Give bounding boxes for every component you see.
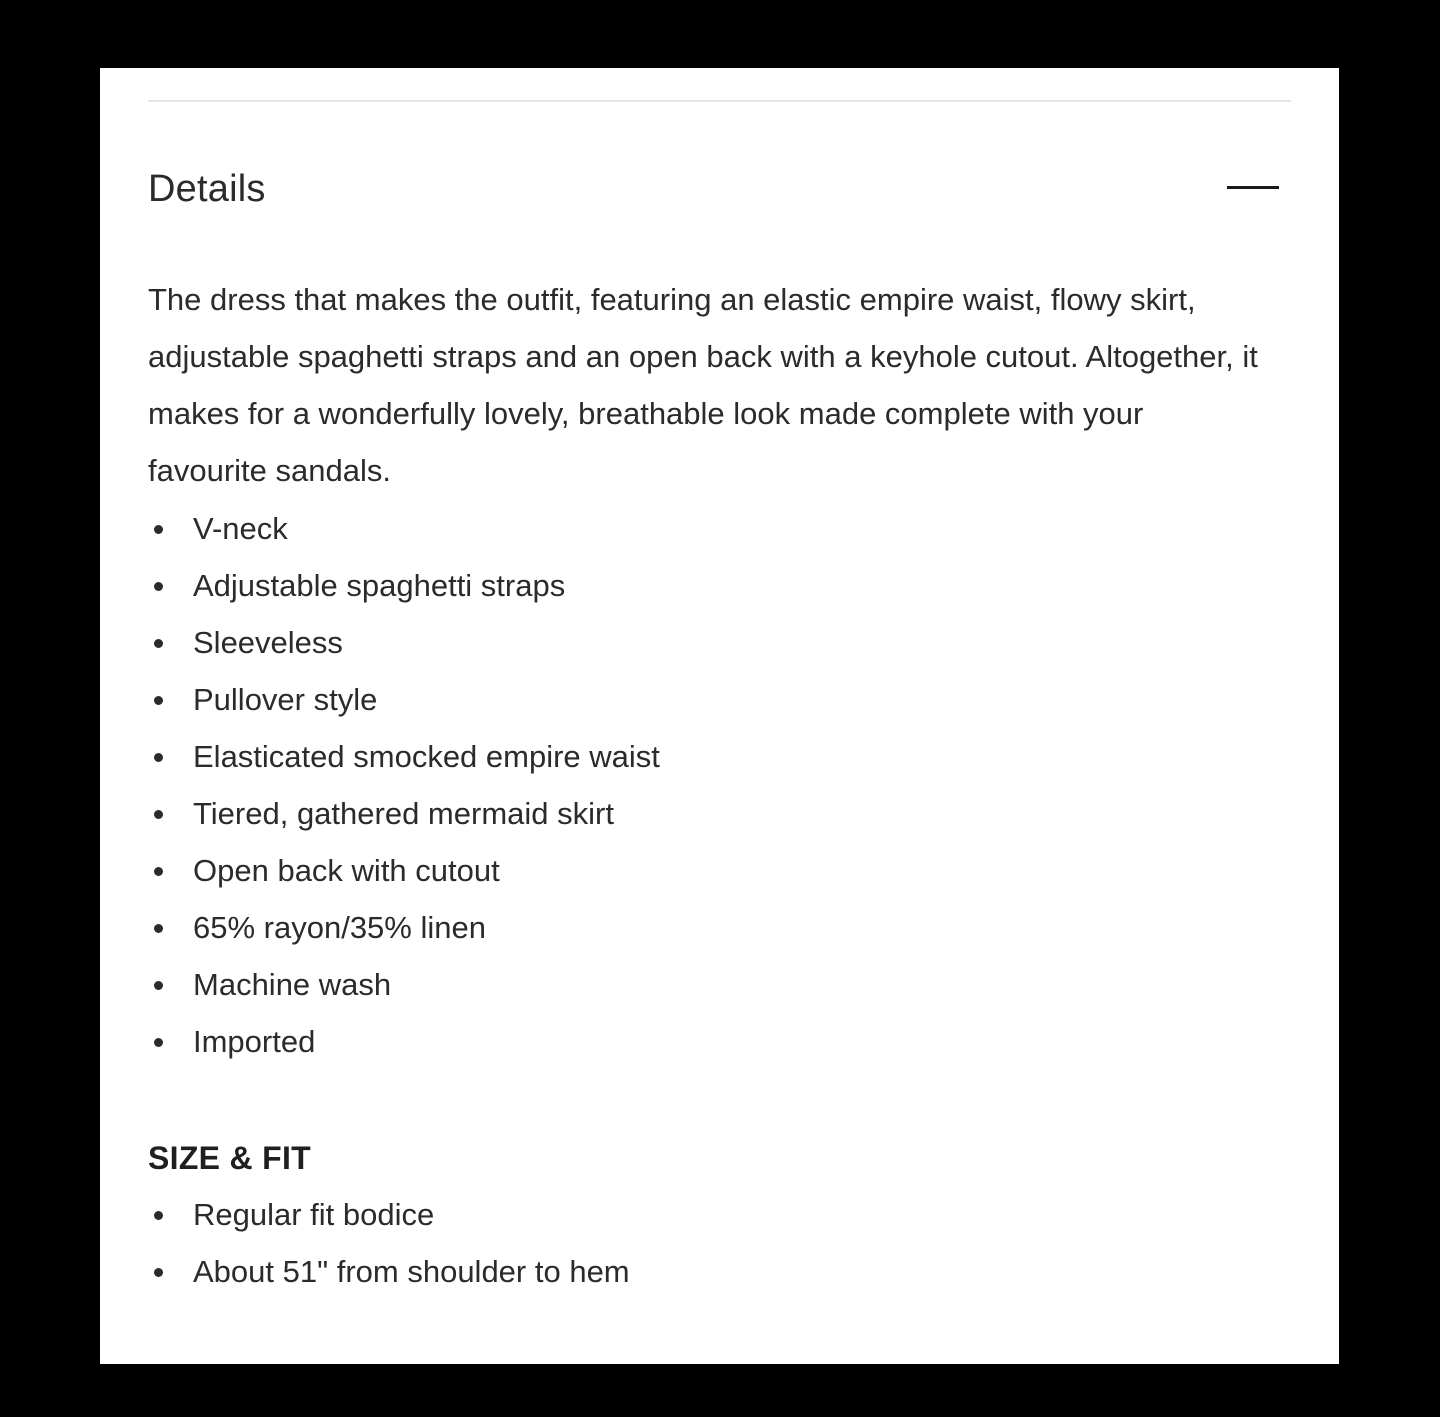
features-list [148,500,660,1070]
section-divider [148,100,1291,102]
list-item: Pullover style [148,671,660,728]
list-item: Machine wash [148,956,660,1013]
list-item: Imported [148,1013,660,1070]
list-item: Elasticated smocked empire waist [148,728,660,785]
list-item: 65% rayon/35% linen [148,899,660,956]
list-item: Sleeveless [148,614,660,671]
minus-icon[interactable] [1227,186,1279,189]
list-item: About 51" from shoulder to hem [148,1243,630,1300]
list-item: Tiered, gathered mermaid skirt [148,785,660,842]
product-details-panel [100,68,1339,1364]
list-item: Open back with cutout [148,842,660,899]
size-fit-list [148,1186,630,1300]
product-description: The dress that makes the outfit, featuring an elastic empire waist, flowy skirt, adjustable spaghetti straps and an open back with a keyhole cutout. Altogether, it makes for a wonderfully lovely, breathable look made complete with your favourite sandals. [148,282,1258,488]
details-accordion-header[interactable] [148,164,1291,214]
details-title: Details [148,168,266,210]
list-item: Adjustable spaghetti straps [148,557,660,614]
list-item: Regular fit bodice [148,1186,630,1243]
list-item: V-neck [148,500,660,557]
size-fit-heading: SIZE & FIT [148,1140,311,1176]
